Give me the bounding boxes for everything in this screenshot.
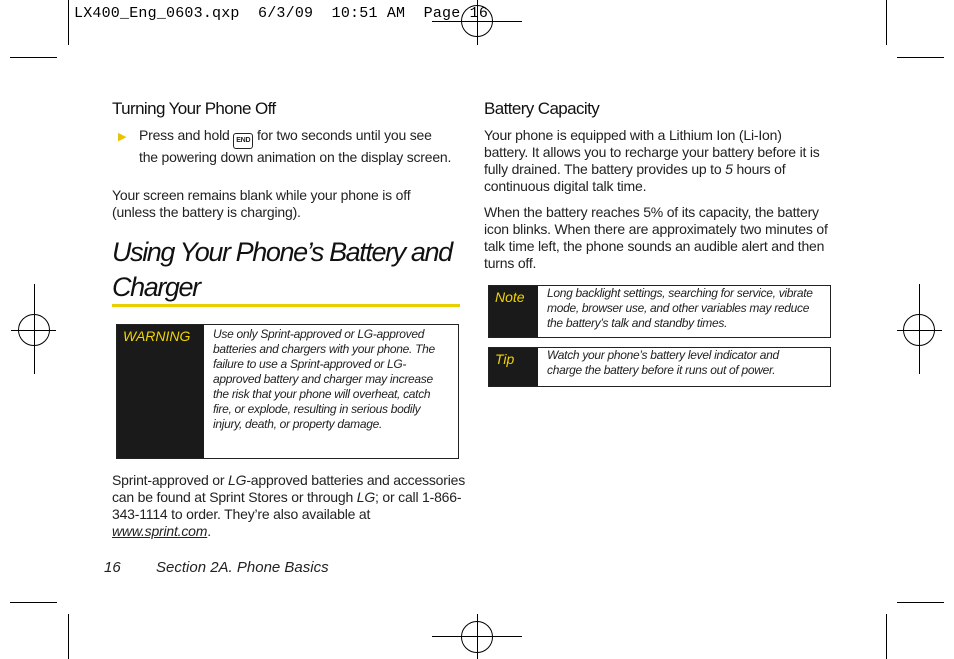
registration-mark-icon: [18, 314, 50, 346]
screen-blank-note: Your screen remains blank while your phone is off (unless the battery is charging).: [112, 187, 411, 220]
note-text: Long backlight settings, searching for service, vibrate mode, browser use, and other variables may reduce the battery’s talk and standby times.: [547, 286, 813, 330]
crop-mark: [68, 0, 69, 45]
note-tag: Note: [489, 286, 538, 337]
title-underline: [112, 304, 460, 307]
registration-mark-icon: [903, 314, 935, 346]
crop-mark: [897, 57, 944, 58]
tip-text: Watch your phone’s battery level indicator and charge the battery before it runs out of power.: [547, 348, 779, 377]
registration-mark-icon: [461, 621, 493, 653]
note-box: [488, 285, 831, 338]
section-title: Using Your Phone’s Battery and Charger: [112, 237, 452, 302]
battery-alert-paragraph: When the battery reaches 5% of its capacity, the battery icon blinks. When there are approximately two minutes of talk time left, the phone sounds an audible alert and then turns off.: [484, 204, 828, 271]
warning-box: [116, 324, 459, 459]
sprint-website-link[interactable]: www.sprint.com: [112, 523, 208, 539]
turning-off-instruction: Press and hold END for two seconds until you see the powering down animation on the display screen.: [139, 127, 452, 165]
bullet-arrow-icon: ▶: [118, 131, 127, 143]
turning-off-heading: Turning Your Phone Off: [112, 99, 276, 118]
end-key-icon: END: [233, 133, 253, 149]
warning-tag: WARNING: [117, 325, 204, 458]
crop-mark: [886, 0, 887, 45]
page-number: 16: [104, 559, 121, 576]
battery-capacity-paragraph: Your phone is equipped with a Lithium Ion (Li-Ion) battery. It allows you to recharge your battery before it is fully drained. The battery provides up to 5 hours of continuous digital talk time.: [484, 127, 820, 194]
tip-box: [488, 347, 831, 387]
battery-capacity-heading: Battery Capacity: [484, 99, 600, 118]
crop-mark: [10, 602, 57, 603]
crop-mark: [68, 614, 69, 659]
crop-mark: [897, 602, 944, 603]
tip-tag: Tip: [489, 348, 538, 386]
warning-text: Use only Sprint-approved or LG-approved batteries and chargers with your phone. The failure to use a Sprint-approved or LG-approved battery and charger may increase the risk that your phone will overheat, catch fire, or explode, resulting in serious bodily injury, death, or property damage.: [213, 327, 435, 431]
accessories-paragraph: Sprint-approved or LG-approved batteries and accessories can be found at Sprint Stores or through LG; or call 1-866-343-1114 to order. They’re also available at www.sprint.com.: [112, 472, 466, 539]
crop-mark: [10, 57, 57, 58]
crop-mark: [886, 614, 887, 659]
section-name: Section 2A. Phone Basics: [156, 559, 329, 576]
print-slug: LX400_Eng_0603.qxp 6/3/09 10:51 AM Page 16: [74, 5, 489, 22]
